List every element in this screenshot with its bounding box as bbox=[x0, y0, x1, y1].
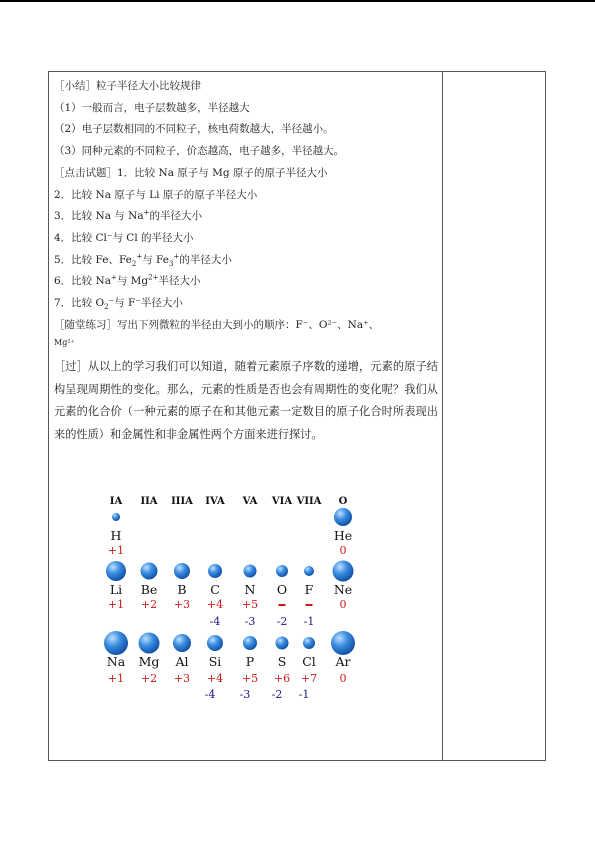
question-5 bbox=[54, 250, 438, 272]
element-symbol-n: N bbox=[244, 582, 256, 597]
atom-li-ball bbox=[106, 561, 126, 581]
question-6-sup-2: 2+ bbox=[148, 273, 159, 282]
question-6 bbox=[54, 271, 438, 293]
atom-s-ball bbox=[276, 637, 289, 650]
atom-be-ball bbox=[141, 563, 158, 580]
question-6-text-a: 6．比较 Na bbox=[54, 275, 111, 288]
summary-title: ［小结］粒子半径大小比较规律 bbox=[54, 80, 201, 92]
question-3-text-b: 的半径大小 bbox=[149, 210, 202, 223]
valence-p-period3: +5 bbox=[241, 672, 259, 685]
atom-na-ball bbox=[104, 631, 128, 655]
valence-dash-f bbox=[306, 604, 313, 606]
question-5-text-b: 与 Fe bbox=[142, 253, 169, 266]
group-header-va: VA bbox=[242, 496, 258, 507]
atom-si-ball bbox=[207, 635, 223, 651]
question-7-text-a: 7．比较 O bbox=[54, 297, 105, 310]
negative-valence-row2-0: -4 bbox=[209, 615, 221, 628]
valence-b: +3 bbox=[173, 598, 191, 611]
atom-o-ball bbox=[276, 565, 288, 577]
negative-valence-row3-0: -4 bbox=[204, 688, 216, 701]
question-3-text-a: 3．比较 Na 与 Na bbox=[54, 210, 144, 223]
atom-c-ball bbox=[208, 564, 222, 578]
question-7-sub: 2 bbox=[104, 303, 109, 312]
element-symbol-be: Be bbox=[140, 582, 158, 597]
element-symbol-f: F bbox=[304, 582, 314, 597]
element-symbol-s-period3: S bbox=[277, 654, 287, 669]
group-header-viia: VIIA bbox=[296, 496, 322, 507]
valence-be: +2 bbox=[140, 598, 158, 611]
group-header-iva: IVA bbox=[205, 496, 225, 507]
valence-li: +1 bbox=[107, 598, 125, 611]
element-symbol-ar-period3: Ar bbox=[335, 654, 351, 669]
element-symbol-c: C bbox=[210, 582, 220, 597]
atom-mg-ball bbox=[139, 633, 160, 654]
question-7 bbox=[54, 293, 438, 315]
valence-dash-o bbox=[279, 604, 286, 606]
element-symbol-cl-period3: Cl bbox=[302, 654, 316, 669]
valence-al-period3: +3 bbox=[173, 672, 191, 685]
valence-si-period3: +4 bbox=[206, 672, 224, 685]
valence-h: +1 bbox=[107, 544, 125, 557]
question-5-sup-2: + bbox=[173, 252, 180, 261]
question-5-sub-2: 3 bbox=[168, 259, 174, 268]
atom-he-ball bbox=[334, 508, 352, 526]
negative-valence-row2-2: -2 bbox=[276, 615, 288, 628]
element-symbol-si-period3: Si bbox=[208, 654, 222, 669]
valence-mg-period3: +2 bbox=[140, 672, 158, 685]
atom-ar-ball bbox=[331, 631, 355, 655]
group-header-o: O bbox=[338, 496, 348, 507]
group-header-ia: IA bbox=[109, 496, 123, 507]
element-symbol-mg-period3: Mg bbox=[138, 654, 160, 669]
practice-prompt-tail: Mg²⁺ bbox=[54, 338, 75, 348]
transition-paragraph: ［过］从以上的学习我们可以知道，随着元素原子序数的递增，元素的原子结构呈现周期性的变化。那么，元素的性质是否也会有周期性的变化呢？我们从元素的化合价（一种元素的原子在和其他元素一定数目的原子化合时所表现出来的性质）和金属性和非金属性两个方面来进行探讨。 bbox=[54, 360, 438, 441]
question-3-sup: + bbox=[143, 208, 150, 217]
element-symbol-b: B bbox=[177, 582, 187, 597]
negative-valence-row2-1: -3 bbox=[244, 615, 256, 628]
element-symbol-al-period3: Al bbox=[175, 654, 189, 669]
valence-s-period3: +6 bbox=[273, 672, 291, 685]
atom-f-ball bbox=[304, 566, 314, 576]
valence-ne: 0 bbox=[339, 598, 347, 611]
negative-valence-row3-1: -3 bbox=[239, 688, 251, 701]
element-symbol-ne: Ne bbox=[333, 582, 353, 597]
question-5-sub-1: 2 bbox=[131, 259, 137, 268]
element-symbol-p-period3: P bbox=[245, 654, 255, 669]
group-header-via: VIA bbox=[271, 496, 293, 507]
atom-b-ball bbox=[174, 563, 190, 579]
group-header-iiia: IIIA bbox=[171, 496, 193, 507]
atom-ne-ball bbox=[333, 561, 354, 582]
element-symbol-he: He bbox=[333, 528, 353, 543]
question-7-text-b: ⁻与 F⁻半径大小 bbox=[108, 297, 183, 310]
question-5-sup-1: + bbox=[136, 252, 143, 261]
group-header-iia: IIA bbox=[140, 496, 158, 507]
question-5-text-c: 的半径大小 bbox=[179, 253, 232, 266]
negative-valence-row3-2: -2 bbox=[271, 688, 283, 701]
atom-cl-ball bbox=[303, 637, 315, 649]
element-symbol-h: H bbox=[110, 528, 122, 543]
atom-n-ball bbox=[244, 565, 257, 578]
element-symbol-li: Li bbox=[109, 582, 123, 597]
rule-1: （1）一般而言，电子层数越多，半径越大 bbox=[54, 101, 250, 114]
element-symbol-na-period3: Na bbox=[106, 654, 126, 669]
atom-h-ball bbox=[112, 513, 120, 521]
question-6-text-c: 半径大小 bbox=[158, 275, 201, 288]
negative-valence-row2-3: -1 bbox=[303, 615, 315, 628]
practice-prompt: ［随堂练习］写出下列微粒的半径由大到小的顺序：F⁻、O²⁻、Na⁺、 bbox=[54, 318, 380, 331]
question-4: 4．比较 Cl⁻与 Cl 的半径大小 bbox=[54, 231, 194, 244]
rule-2: （2）电子层数相同的不同粒子，核电荷数越大，半径越小。 bbox=[54, 123, 334, 136]
valence-he: 0 bbox=[339, 544, 347, 557]
atom-p-ball bbox=[243, 636, 257, 650]
valence-na-period3: +1 bbox=[107, 672, 125, 685]
question-6-text-b: 与 Mg bbox=[116, 275, 149, 288]
negative-valence-row3-3: -1 bbox=[298, 688, 310, 701]
lesson-content bbox=[54, 76, 438, 446]
question-6-sup-1: + bbox=[110, 273, 117, 282]
question-2: 2．比较 Na 原子与 Li 原子的原子半径大小 bbox=[54, 188, 258, 201]
question-3 bbox=[54, 206, 438, 228]
valence-cl-period3: +7 bbox=[300, 672, 318, 685]
table-column-divider bbox=[442, 71, 443, 761]
page-top-rule bbox=[0, 0, 595, 2]
try-title: ［点击试题］1．比较 Na 原子与 Mg 原子的原子半径大小 bbox=[54, 166, 328, 179]
valence-c: +4 bbox=[206, 598, 224, 611]
periodic-valence-figure bbox=[100, 494, 370, 714]
rule-3: （3）同种元素的不同粒子，价态越高，电子越多，半径越大。 bbox=[54, 145, 345, 158]
valence-n: +5 bbox=[241, 598, 259, 611]
question-5-text-a: 5．比较 Fe、Fe bbox=[54, 253, 132, 266]
valence-ar-period3: 0 bbox=[339, 672, 347, 685]
element-symbol-o: O bbox=[276, 582, 288, 597]
atom-al-ball bbox=[173, 634, 191, 652]
